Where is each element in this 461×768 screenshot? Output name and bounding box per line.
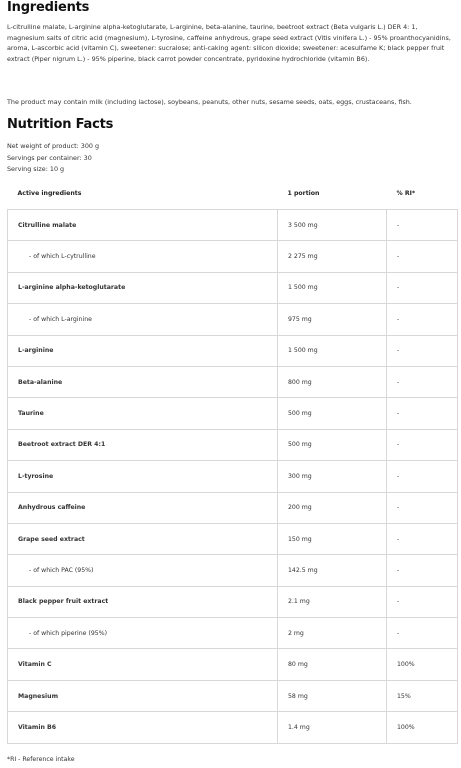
ingredient-name: Beetroot extract DER 4:1 xyxy=(8,429,278,460)
ri-value: - xyxy=(387,586,458,617)
table-row xyxy=(8,335,458,366)
allergens-text: The product may contain milk (including lactose), soybeans, peanuts, other nuts, sesame seeds, oats, eggs, crustaceans, fish. xyxy=(7,98,412,106)
ingredient-name: - of which PAC (95%) xyxy=(8,555,278,586)
footnote: *RI - Reference intake xyxy=(7,756,75,763)
portion-amount: 1.4 mg xyxy=(278,712,387,743)
ri-value: - xyxy=(387,398,458,429)
ingredient-name: Taurine xyxy=(8,398,278,429)
portion-amount: 58 mg xyxy=(278,680,387,711)
ingredient-name: L-arginine xyxy=(8,335,278,366)
table-row xyxy=(8,523,458,554)
serving-info xyxy=(7,141,99,176)
ingredient-name: - of which L-cytrulline xyxy=(8,241,278,272)
portion-amount: 500 mg xyxy=(278,429,387,460)
column-header-portion: 1 portion xyxy=(287,189,320,197)
ri-value: - xyxy=(387,210,458,241)
ingredient-name: Beta-alanine xyxy=(8,366,278,397)
nutrition-table xyxy=(7,177,458,744)
portion-amount: 3 500 mg xyxy=(278,210,387,241)
ingredient-name: - of which piperine (95%) xyxy=(8,618,278,649)
ri-value: - xyxy=(387,335,458,366)
ri-value: - xyxy=(387,241,458,272)
table-row xyxy=(8,398,458,429)
ingredients-text: L-citrulline malate, L-arginine alpha-ketoglutarate, L-arginine, beta-alanine, taurine, beetroot extract (Beta vulgaris L.) DER 4: 1, magnesium salts of citric acid (magnesium), L-tyrosine, caffeine anhydrous, grape seed extract (Vitis vinifera L.) - 95% proanthocyanidins, aroma, L-ascorbic acid (vitamin C), sweetener: sucralose; anti-caking agent: silicon dioxide; sweetener: acesulfame K; black pepper fruit extract (Piper nigrum L.) - 95% piperine, black carrot powder concentrate, pyridoxine hydrochloride (vitamin B6). xyxy=(7,23,451,63)
ingredient-name: - of which L-arginine xyxy=(8,304,278,335)
portion-amount: 2 275 mg xyxy=(278,241,387,272)
ingredient-name: Citrulline malate xyxy=(8,210,278,241)
column-header-ingredient: Active ingredients xyxy=(17,189,82,197)
portion-amount: 1 500 mg xyxy=(278,272,387,303)
table-row xyxy=(8,366,458,397)
ingredient-name: Black pepper fruit extract xyxy=(8,586,278,617)
table-row xyxy=(8,555,458,586)
ingredient-name: Vitamin B6 xyxy=(8,712,278,743)
table-row xyxy=(8,618,458,649)
portion-amount: 80 mg xyxy=(278,649,387,680)
table-row xyxy=(8,680,458,711)
ingredients-heading: Ingredients xyxy=(7,0,90,15)
ingredient-name: Grape seed extract xyxy=(8,523,278,554)
ri-value: - xyxy=(387,429,458,460)
ingredient-name: Anhydrous caffeine xyxy=(8,492,278,523)
portion-amount: 500 mg xyxy=(278,398,387,429)
portion-amount: 200 mg xyxy=(278,492,387,523)
portion-amount: 142.5 mg xyxy=(278,555,387,586)
portion-amount: 1 500 mg xyxy=(278,335,387,366)
portion-amount: 2.1 mg xyxy=(278,586,387,617)
column-header-ri: % RI* xyxy=(396,189,416,197)
table-row xyxy=(8,210,458,241)
portion-amount: 150 mg xyxy=(278,523,387,554)
table-row xyxy=(8,712,458,743)
ri-value: 15% xyxy=(387,680,458,711)
portion-amount: 300 mg xyxy=(278,461,387,492)
ri-value: - xyxy=(387,492,458,523)
portion-amount: 800 mg xyxy=(278,366,387,397)
ingredient-name: Magnesium xyxy=(8,680,278,711)
ri-value: - xyxy=(387,366,458,397)
table-row xyxy=(8,586,458,617)
servings-per-container: Servings per container: 30 xyxy=(7,153,92,162)
table-row xyxy=(8,429,458,460)
ri-value: - xyxy=(387,272,458,303)
table-header-row xyxy=(8,177,458,210)
table-row xyxy=(8,272,458,303)
serving-size: Serving size: 10 g xyxy=(7,165,65,173)
table-row xyxy=(8,241,458,272)
nutrition-facts-heading: Nutrition Facts xyxy=(7,117,114,132)
ri-value: - xyxy=(387,461,458,492)
table-row xyxy=(8,304,458,335)
ri-value: - xyxy=(387,618,458,649)
ingredient-name: L-arginine alpha-ketoglutarate xyxy=(8,272,278,303)
ri-value: 100% xyxy=(387,649,458,680)
table-row xyxy=(8,461,458,492)
ri-value: 100% xyxy=(387,712,458,743)
ri-value: - xyxy=(387,555,458,586)
table-row xyxy=(8,492,458,523)
ri-value: - xyxy=(387,304,458,335)
ingredient-name: Vitamin C xyxy=(8,649,278,680)
table-row xyxy=(8,649,458,680)
net-weight: Net weight of product: 300 g xyxy=(7,142,100,150)
ingredient-name: L-tyrosine xyxy=(8,461,278,492)
portion-amount: 975 mg xyxy=(278,304,387,335)
ri-value: - xyxy=(387,523,458,554)
portion-amount: 2 mg xyxy=(278,618,387,649)
